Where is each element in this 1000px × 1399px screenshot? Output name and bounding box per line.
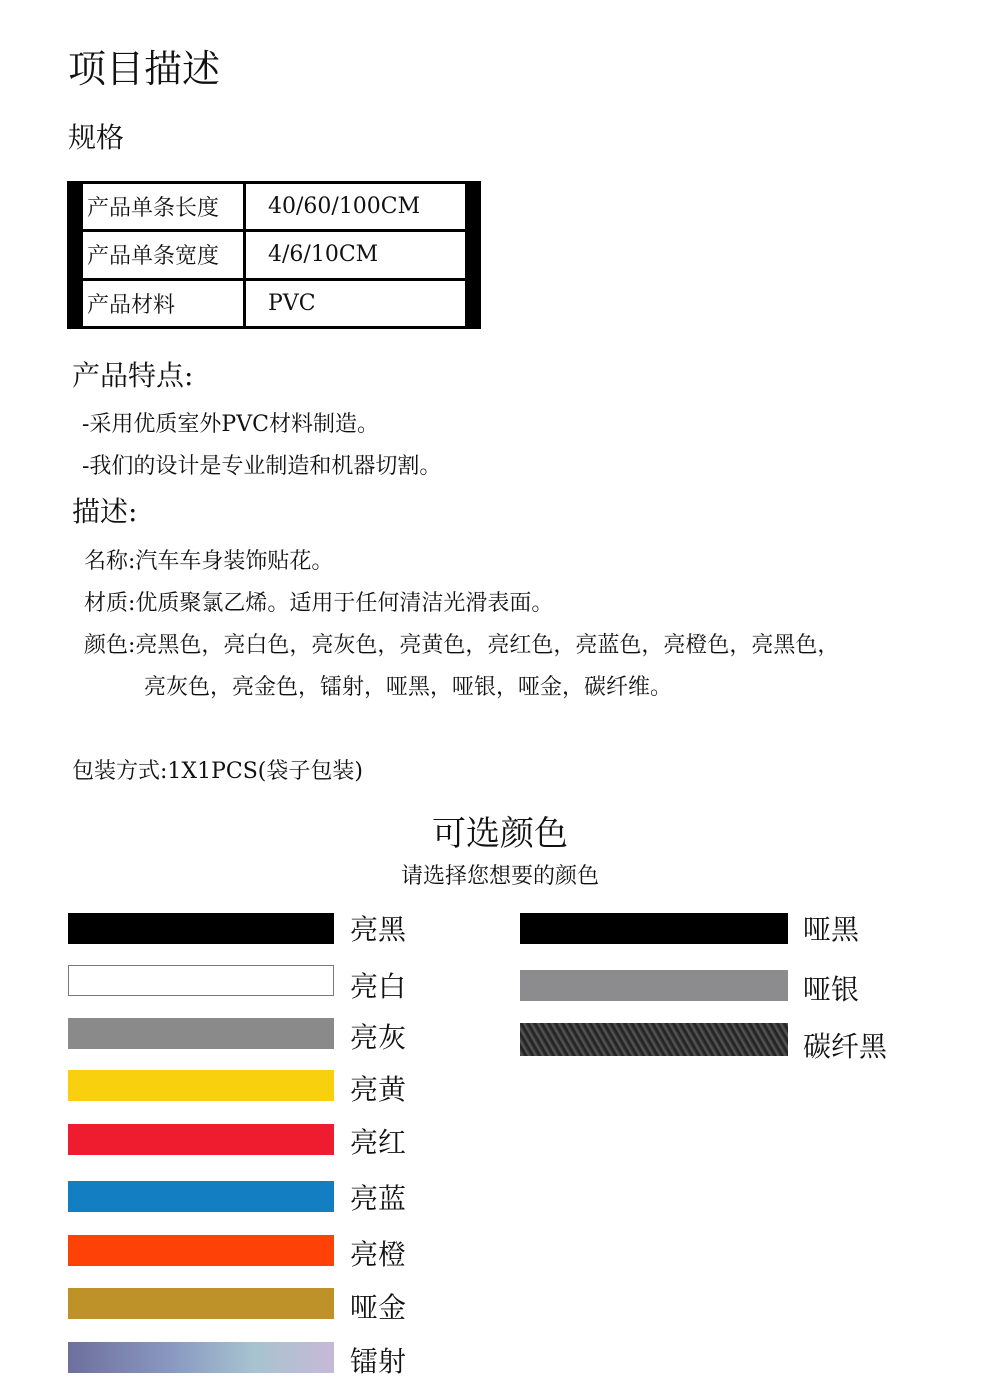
swatch-matte-gold [68,1288,334,1319]
swatch-matte-silver [520,970,788,1001]
spec-table [67,181,481,329]
spec-material-value: PVC [245,279,474,327]
swatch-label: 亮黄 [350,1073,407,1106]
swatch-label: 哑黑 [803,913,860,946]
swatch-label: 亮橙 [350,1238,407,1271]
swatch-gloss-orange [68,1235,334,1266]
swatch-label: 碳纤黑 [803,1030,888,1063]
table-row [75,279,473,327]
description-name: 名称:汽车车身装饰贴花。 [84,549,334,574]
swatch-label: 哑金 [350,1291,407,1324]
spec-width-value: 4/6/10CM [245,231,474,279]
spec-material-label: 产品材料 [75,279,245,327]
colors-title: 可选颜色 [432,814,568,854]
colors-subtitle: 请选择您想要的颜色 [400,864,599,889]
swatch-label: 亮红 [350,1126,407,1159]
description-material: 材质:优质聚氯乙烯。适用于任何清洁光滑表面。 [84,591,554,616]
swatch-gloss-black [68,913,334,944]
swatch-gloss-yellow [68,1070,334,1101]
spec-heading: 规格 [68,121,125,154]
swatch-gloss-grey [68,1018,334,1049]
swatch-label: 哑银 [803,973,860,1006]
description-colors-continued: 亮灰色，亮金色，镭射，哑黑，哑银，哑金，碳纤维。 [144,675,673,700]
table-row [75,183,473,231]
page-title: 项目描述 [68,47,221,91]
swatch-label: 亮黑 [350,913,407,946]
swatch-laser [68,1342,334,1373]
packaging-info: 包装方式:1X1PCS(袋子包装) [72,759,363,784]
swatch-label: 亮白 [350,970,407,1003]
swatch-carbon-fiber-black [520,1023,788,1056]
feature-item-material: -采用优质室外PVC材料制造。 [82,412,379,437]
description-colors: 颜色:亮黑色，亮白色，亮灰色，亮黄色，亮红色，亮蓝色，亮橙色，亮黑色， [84,633,840,658]
swatch-gloss-blue [68,1181,334,1212]
swatch-label: 亮蓝 [350,1182,407,1215]
swatch-gloss-white [68,965,334,996]
description-heading: 描述: [72,495,138,528]
spec-length-value: 40/60/100CM [245,183,474,231]
table-row [75,231,473,279]
features-heading: 产品特点: [72,359,194,392]
spec-length-label: 产品单条长度 [75,183,245,231]
swatch-gloss-red [68,1124,334,1155]
swatch-label: 亮灰 [350,1021,407,1054]
spec-width-label: 产品单条宽度 [75,231,245,279]
feature-item-design: -我们的设计是专业制造和机器切割。 [82,454,442,479]
swatch-label: 镭射 [350,1345,407,1378]
swatch-matte-black [520,913,788,944]
